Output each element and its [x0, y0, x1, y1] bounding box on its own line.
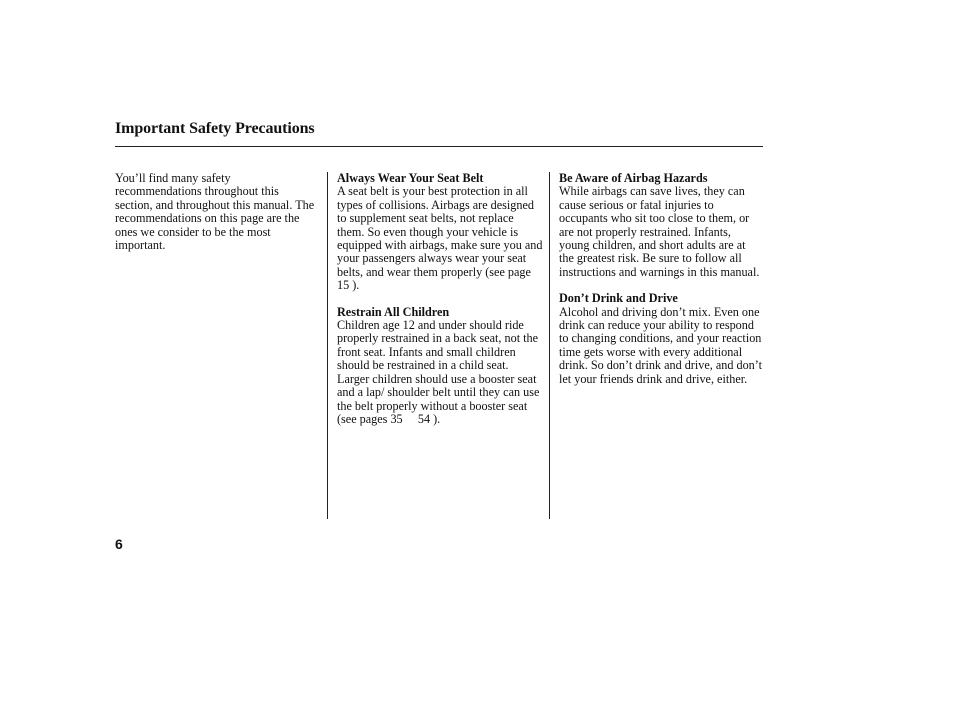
section-heading: Don’t Drink and Drive [559, 291, 678, 306]
section-body: Alcohol and driving don’t mix. Even one drink can reduce your ability to respond to changing conditions, and your reaction time gets worse with every additional drink. So don’t drink and drive, and don’t let your friends drink and drive, either. [559, 304, 762, 386]
section-heading: Be Aware of Airbag Hazards [559, 171, 708, 185]
page-title: Important Safety Precautions [115, 120, 315, 137]
section-airbag-hazards [559, 172, 763, 279]
section-heading: Restrain All Children [337, 304, 450, 319]
intro-column [115, 172, 318, 265]
column-divider-2 [549, 172, 550, 519]
section-body: While airbags can save lives, they can cause serious or fatal injuries to occupants who sit too close to them, or are not properly restrained. Infants, young children, and short adults are at the greatest risk. Be sure to follow all instructions and warnings in this manual. [559, 184, 760, 279]
section-drink-drive [559, 292, 763, 386]
right-column [559, 172, 763, 399]
column-divider-1 [327, 172, 328, 519]
section-restrain-children [337, 306, 543, 427]
middle-column [337, 172, 543, 439]
section-heading: Always Wear Your Seat Belt [337, 171, 484, 185]
intro-paragraph [115, 172, 318, 252]
section-body: Children age 12 and under should ride properly restrained in a back seat, not the front seat. Infants and small children should be restrained in a child seat. Larger children should use a booster seat and a lap/ shoulder belt until they can use the belt properly without a booster seat (see pages 35 54 ). [337, 318, 540, 426]
section-body: A seat belt is your best protection in all types of collisions. Airbags are designed to supplement seat belts, not replace them. So even though your vehicle is equipped with airbags, make sure you and your passengers always wear your seat belts, and wear them properly (see page 15 ). [337, 184, 543, 293]
title-rule [115, 146, 763, 147]
intro-text: You’ll find many safety recommendations throughout this section, and throughout this manual. The recommendations on this page are the ones we consider to be the most important. [115, 171, 315, 253]
section-seat-belt [337, 172, 543, 293]
page-number: 6 [115, 536, 123, 552]
